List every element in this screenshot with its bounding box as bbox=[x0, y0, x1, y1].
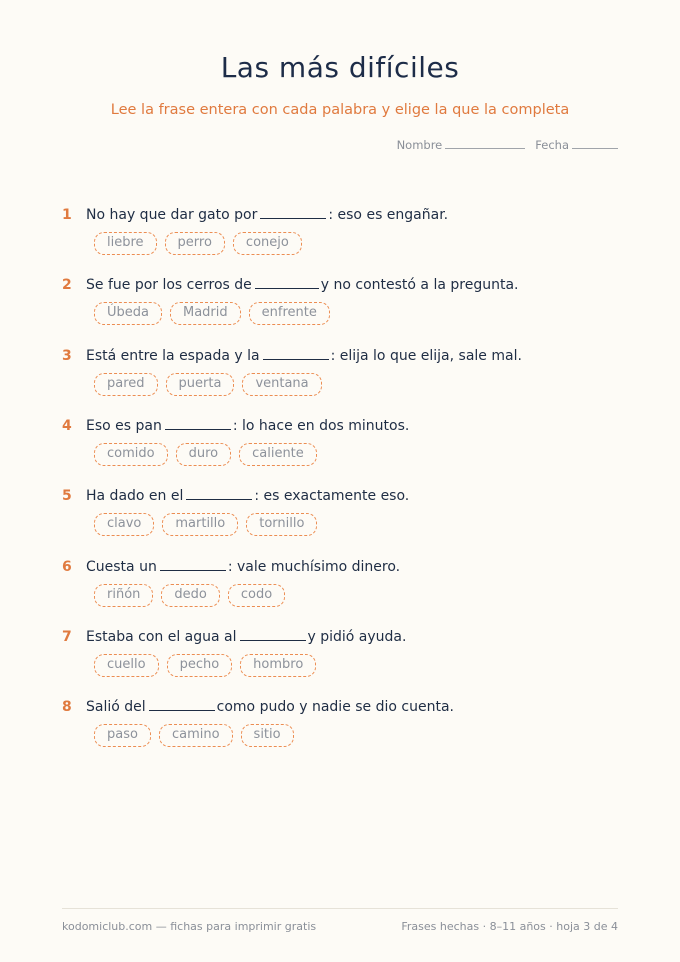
name-field[interactable] bbox=[445, 138, 525, 149]
sentence-after-blank: : es exactamente eso. bbox=[254, 488, 410, 505]
answer-options bbox=[94, 232, 448, 255]
sentence-after-blank: : lo hace en dos minutos. bbox=[232, 417, 410, 434]
question-number: 7 bbox=[62, 628, 72, 645]
answer-blank[interactable] bbox=[149, 698, 215, 711]
answer-option-chip[interactable]: perro bbox=[165, 232, 225, 255]
sentence-after-blank: y pidió ayuda. bbox=[307, 628, 407, 645]
answer-option-chip[interactable]: codo bbox=[228, 584, 285, 607]
answer-blank[interactable] bbox=[255, 276, 319, 289]
answer-option-chip[interactable]: pared bbox=[94, 373, 158, 396]
answer-option-chip[interactable]: Úbeda bbox=[94, 302, 162, 325]
question-item bbox=[62, 417, 409, 466]
answer-option-chip[interactable]: cuello bbox=[94, 654, 159, 677]
footer-site: kodomiclub.com — fichas para imprimir gratis bbox=[62, 920, 317, 933]
sentence-before-blank: Cuesta un bbox=[86, 558, 157, 575]
sentence-before-blank: No hay que dar gato por bbox=[86, 207, 258, 223]
question-sentence bbox=[62, 698, 454, 718]
question-number: 4 bbox=[62, 417, 72, 434]
answer-option-chip[interactable]: comido bbox=[94, 443, 168, 466]
answer-options bbox=[94, 513, 409, 536]
question-item bbox=[62, 347, 522, 396]
question-sentence bbox=[62, 558, 400, 578]
question-item bbox=[62, 276, 518, 325]
answer-option-chip[interactable]: duro bbox=[176, 443, 232, 466]
answer-option-chip[interactable]: dedo bbox=[161, 584, 219, 607]
question-number: 1 bbox=[62, 207, 72, 223]
question-number: 6 bbox=[62, 558, 72, 575]
answer-blank[interactable] bbox=[186, 487, 252, 500]
answer-options bbox=[94, 373, 522, 396]
answer-option-chip[interactable]: conejo bbox=[233, 232, 302, 255]
answer-options bbox=[94, 443, 409, 466]
footer-sheet-info: Frases hechas · 8–11 años · hoja 3 de 4 bbox=[401, 920, 618, 933]
answer-option-chip[interactable]: Madrid bbox=[170, 302, 241, 325]
answer-option-chip[interactable]: tornillo bbox=[246, 513, 317, 536]
sentence-before-blank: Salió del bbox=[86, 699, 146, 716]
answer-blank[interactable] bbox=[263, 347, 329, 360]
sentence-before-blank: Estaba con el agua al bbox=[86, 628, 237, 645]
sentence-after-blank: : elija lo que elija, sale mal. bbox=[330, 347, 522, 364]
name-label: Nombre bbox=[396, 138, 443, 152]
answer-options bbox=[94, 584, 400, 607]
question-number: 8 bbox=[62, 699, 72, 716]
answer-option-chip[interactable]: puerta bbox=[166, 373, 235, 396]
answer-option-chip[interactable]: pecho bbox=[167, 654, 233, 677]
page-subtitle: Lee la frase entera con cada palabra y elige la que la completa bbox=[110, 102, 570, 118]
answer-options bbox=[94, 654, 406, 677]
answer-blank[interactable] bbox=[165, 417, 231, 430]
question-number: 5 bbox=[62, 488, 72, 505]
footer-divider bbox=[62, 908, 618, 909]
question-item bbox=[62, 558, 400, 607]
answer-option-chip[interactable]: camino bbox=[159, 724, 233, 747]
question-sentence bbox=[62, 276, 518, 296]
date-label: Fecha bbox=[535, 138, 569, 152]
answer-options bbox=[94, 302, 518, 325]
question-item bbox=[62, 487, 409, 536]
question-sentence bbox=[62, 487, 409, 507]
question-item bbox=[62, 628, 406, 677]
sentence-before-blank: Eso es pan bbox=[86, 417, 162, 434]
question-sentence bbox=[62, 417, 409, 437]
sentence-after-blank: : vale muchísimo dinero. bbox=[227, 558, 401, 575]
answer-option-chip[interactable]: riñón bbox=[94, 584, 153, 607]
question-sentence bbox=[62, 206, 448, 226]
answer-blank[interactable] bbox=[160, 558, 226, 571]
answer-option-chip[interactable]: enfrente bbox=[249, 302, 330, 325]
answer-option-chip[interactable]: liebre bbox=[94, 232, 157, 255]
sentence-before-blank: Se fue por los cerros de bbox=[86, 277, 252, 294]
question-item bbox=[62, 698, 454, 747]
question-item bbox=[62, 206, 448, 255]
answer-blank[interactable] bbox=[240, 628, 306, 641]
answer-option-chip[interactable]: hombro bbox=[240, 654, 316, 677]
answer-option-chip[interactable]: sitio bbox=[241, 724, 294, 747]
sentence-before-blank: Ha dado en el bbox=[86, 488, 184, 505]
sentence-before-blank: Está entre la espada y la bbox=[86, 347, 260, 364]
sentence-after-blank: y no contestó a la pregunta. bbox=[320, 277, 519, 294]
question-sentence bbox=[62, 628, 406, 648]
name-date-fields bbox=[397, 138, 618, 152]
question-number: 2 bbox=[62, 277, 72, 294]
answer-option-chip[interactable]: paso bbox=[94, 724, 151, 747]
page-title: Las más difíciles bbox=[220, 51, 460, 84]
question-sentence bbox=[62, 347, 522, 367]
answer-option-chip[interactable]: martillo bbox=[162, 513, 238, 536]
sentence-after-blank: como pudo y nadie se dio cuenta. bbox=[216, 699, 454, 716]
sentence-after-blank: : eso es engañar. bbox=[328, 207, 449, 223]
answer-options bbox=[94, 724, 454, 747]
question-number: 3 bbox=[62, 347, 72, 364]
answer-option-chip[interactable]: ventana bbox=[242, 373, 321, 396]
answer-option-chip[interactable]: clavo bbox=[94, 513, 154, 536]
answer-option-chip[interactable]: caliente bbox=[239, 443, 317, 466]
date-field[interactable] bbox=[572, 138, 618, 149]
answer-blank[interactable] bbox=[260, 206, 326, 219]
